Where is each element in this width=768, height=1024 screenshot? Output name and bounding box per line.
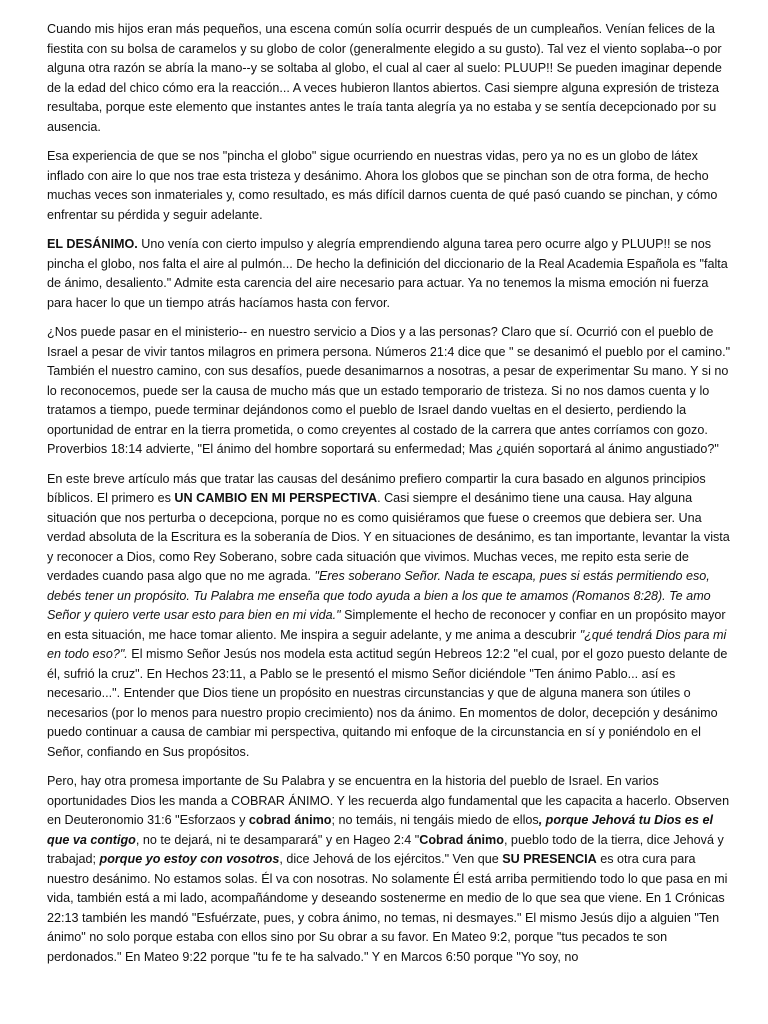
- emphasis-cobrad-animo: cobrad ánimo: [248, 813, 332, 827]
- text-segment: , pueblo todo de la tierra, dice Jehová y trabajad;: [47, 832, 724, 866]
- emphasis-yo-estoy: porque yo estoy con vosotros: [99, 852, 280, 866]
- paragraph-6: [47, 772, 731, 967]
- text-segment: Esa experiencia de que se nos "pincha el globo" sigue ocurriendo en nuestras vidas, pero ya no es un globo de látex inflado con aire lo que nos trae esta tristeza y desánimo. Ahora los globos que se pinchan son de otra forma, de hecho muchas veces son inmateriales y, como resultado, es más difícil darnos cuenta de qué pasó cuando se pinchan, y cómo enfrentar su pérdida y seguir adelante.: [47, 149, 718, 222]
- heading-desanimo: EL DESÁNIMO.: [47, 237, 138, 251]
- italic-question-quote: "¿qué tendrá Dios para mi en todo eso?".: [47, 627, 727, 661]
- text-segment: ; no temáis, ni tengáis miedo de ellos: [331, 813, 539, 827]
- text-segment: . Casi siempre el desánimo tiene una causa. Hay alguna situación que nos perturba o decepciona, porque no es como quisiéramos que fuese o creemos que debiera ser. Una verdad absoluta de la Escritura es la soberanía de Dios. Y en situaciones de desánimo, es tan importante, levantar la vista y reconocer a Dios, como Rey Soberano, sobre cada situación que vivimos. Muchas veces, me repito esta serie de verdades cuando pasa algo que no me agrada.: [47, 491, 730, 583]
- text-segment: Cuando mis hijos eran más pequeños, una escena común solía ocurrir después de un cumpleaños. Venían felices de la fiestita con su bolsa de caramelos y su globo de color (generalmente elegido a su gusto). Tal vez el viento soplaba--o por alguna otra razón se abría la mano--y se soltaba al globo, el cual al caer al suelo: PLUUP!! Se pueden imaginar depende de la edad del chico cómo era la reacción... A veces hubieron llantos abiertos. Casi siempre alguna expresión de tristeza resultaba, porque este elemento que instantes antes le traía tanta alegría ya no estaba y se sentía decepcionado por su ausencia.: [47, 22, 722, 134]
- text-segment: Simplemente el hecho de reconocer y confiar en un propósito mayor en esta situación, me hace tomar aliento. Me inspira a seguir adelante, y me anima a descubrir: [47, 608, 726, 642]
- emphasis-cobrad-animo-2: Cobrad ánimo: [419, 832, 504, 847]
- paragraph-5: [47, 470, 731, 763]
- italic-prayer-quote: "Eres soberano Señor. Nada te escapa, pues si estás permitiendo eso, debés tener un propósito. Tu Palabra me enseña que todo ayuda a bien a los que te amamos (Romanos 8:28). Te amo Señor y quiero verte usar esto para bien en mi vida.": [47, 569, 711, 622]
- text-segment: ¿Nos puede pasar en el ministerio-- en nuestro servicio a Dios y a las personas? Claro que sí. Ocurrió con el pueblo de Israel a pesar de vivir tantos milagros en primera persona. Números 21:4 dice que " se desanimó el pueblo por el camino." También el nuestro camino, con sus desafíos, puede desanimarnos a nosotras, a pesar de experimentar Su mano. Y si no lo reconocemos, puede ser la causa de mucho más que un estado temporario de tristeza. Si no nos damos cuenta y lo tratamos a tiempo, puede terminar dejándonos como el pueblo de Israel dando vueltas en el desierto, perdiendo la oportunidad de entrar en la tierra prometida, o como creyentes al costado de la carrera que antes corríamos con gozo. Proverbios 18:14 advierte, "El ánimo del hombre soportará su enfermedad; Mas ¿quién soportará al ánimo angustiado?": [47, 325, 731, 456]
- text-segment: En este breve artículo más que tratar las causas del desánimo prefiero compartir la cura basado en algunos principios bíblicos. El primero es: [47, 471, 706, 505]
- text-segment: Pero, hay otra promesa importante de Su Palabra y se encuentra en la historia del pueblo de Israel. En varios oportunidades Dios les manda a COBRAR ÁNIMO. Y les recuerda algo fundamental que les capacita a hacerlo. Observen en Deuteronomio 31:6 "Esforzaos y: [47, 774, 730, 827]
- emphasis-perspectiva: UN CAMBIO EN MI PERSPECTIVA: [174, 491, 378, 505]
- text-segment: , dice Jehová de los ejércitos." Ven que: [279, 852, 503, 866]
- emphasis-jehova-contigo: , porque Jehová tu Dios es el que va contigo: [47, 813, 713, 847]
- document-page: [47, 20, 731, 977]
- text-segment: Uno venía con cierto impulso y alegría emprendiendo alguna tarea pero ocurre algo y PLUUP!! se nos pincha el globo, nos falta el aire al pulmón... De hecho la definición del diccionario de la Real Academia Española es "falta de ánimo, desaliento." Admite esta carencia del aire necesario para actuar. Ya no tenemos la misma emoción ni fuerza para hacer lo que un tiempo atrás hacíamos hasta con fervor.: [47, 237, 728, 310]
- paragraph-3: [47, 235, 731, 313]
- text-segment: El mismo Señor Jesús nos modela esta actitud según Hebreos 12:2 "el cual, por el gozo puesto delante de él, sufrió la cruz". En Hechos 23:11, a Pablo se le presentó el mismo Señor diciéndole "Ten ánimo Pablo... así es necesario...". Entender que Dios tiene un propósito en nuestras circunstancias y que de alguna manera son útiles o necesarios (por lo menos para nuestro propio crecimiento) nos da ánimo. En momentos de dolor, decepción y desánimo puedo continuar a causa de cambiar mi perspectiva, quitando mi enfoque de la circunstancia en sí y poniéndolo en el Señor, confiando en Sus propósitos.: [47, 647, 728, 759]
- paragraph-2: [47, 147, 731, 225]
- text-segment: es otra cura para nuestro desánimo. No estamos solas. Él va con nosotras. No solamente Él está arriba permitiendo todo lo que pasa en mi vida, también está a mi lado, acompañándome y deseando sostenerme en medio de lo que sea que viene. En 1 Crónicas 22:13 también les mandó "Esfuérzate, pues, y cobra ánimo, no temas, ni desmayes." El mismo Jesús dijo a alguien "Ten ánimo" no solo porque estaba con ellos sino por Su obrar a su favor. En Mateo 9:2, porque "tus pecados te son perdonados." En Mateo 9:22 porque "tu fe te ha salvado." Y en Marcos 6:50 porque "Yo soy, no: [47, 852, 728, 964]
- text-segment: , no te dejará, ni te desamparará" y en Hageo 2:4 ": [135, 832, 420, 847]
- emphasis-su-presencia: SU PRESENCIA: [502, 852, 597, 866]
- paragraph-1: [47, 20, 731, 137]
- paragraph-4: [47, 323, 731, 460]
